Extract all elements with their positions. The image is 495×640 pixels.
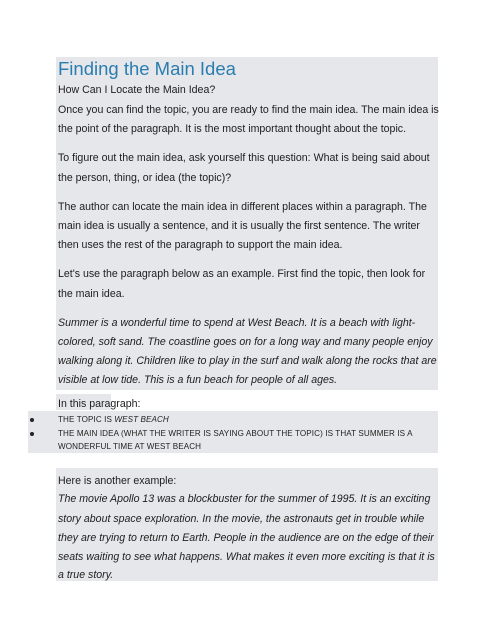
topic-bullet bbox=[58, 413, 169, 427]
example-2-line: story about space exploration. In the movie, the astronauts get in trouble while bbox=[58, 513, 425, 525]
bullet-icon bbox=[30, 432, 34, 436]
paragraph-4-line: the main idea. bbox=[58, 288, 125, 300]
example-2-line: seats waiting to see what happens. What makes it even more exciting is that it is bbox=[58, 551, 435, 563]
example-2-line: The movie Apollo 13 was a blockbuster for the summer of 1995. It is an exciting bbox=[58, 493, 431, 505]
subtitle: How Can I Locate the Main Idea? bbox=[58, 84, 216, 96]
example-2-line: they are trying to return to Earth. People in the audience are on the edge of their bbox=[58, 532, 434, 544]
paragraph-4-line: Let's use the paragraph below as an example. First find the topic, then look for bbox=[58, 268, 426, 280]
in-this-paragraph-label: In this paragraph: bbox=[58, 398, 141, 410]
paragraph-1-line: the point of the paragraph. It is the most important thought about the topic. bbox=[58, 123, 407, 135]
paragraph-3-line: main idea is usually a sentence, and it is usually the first sentence. The writer bbox=[58, 220, 420, 232]
example-1-line: walking along it. Children like to play in the surf and walk along the rocks that are bbox=[58, 355, 437, 367]
example-2-line: a true story. bbox=[58, 569, 114, 581]
example-1-line: visible at low tide. This is a fun beach for people of all ages. bbox=[58, 374, 338, 386]
bullet-icon bbox=[30, 418, 34, 422]
main-idea-bullet-line: THE MAIN IDEA (WHAT THE WRITER IS SAYING ABOUT THE TOPIC) IS THAT SUMMER IS A bbox=[58, 429, 413, 438]
paragraph-1-line: Once you can find the topic, you are ready to find the main idea. The main idea is bbox=[58, 104, 439, 116]
example-1-line: colored, soft sand. The coastline goes on for a long way and many people enjoy bbox=[58, 336, 433, 348]
topic-value: WEST BEACH bbox=[114, 415, 169, 424]
paragraph-2-line: To figure out the main idea, ask yourself this question: What is being said about bbox=[58, 152, 430, 164]
main-idea-bullet-line: WONDERFUL TIME AT WEST BEACH bbox=[58, 442, 202, 451]
page-title: Finding the Main Idea bbox=[58, 58, 236, 79]
another-example-label: Here is another example: bbox=[58, 475, 177, 487]
topic-prefix: THE TOPIC IS bbox=[58, 415, 115, 424]
paragraph-2-line: the person, thing, or idea (the topic)? bbox=[58, 172, 232, 184]
example-1-line: Summer is a wonderful time to spend at West Beach. It is a beach with light- bbox=[58, 317, 416, 329]
paragraph-3-line: The author can locate the main idea in different places within a paragraph. The bbox=[58, 201, 427, 213]
paragraph-3-line: then uses the rest of the paragraph to support the main idea. bbox=[58, 239, 343, 251]
